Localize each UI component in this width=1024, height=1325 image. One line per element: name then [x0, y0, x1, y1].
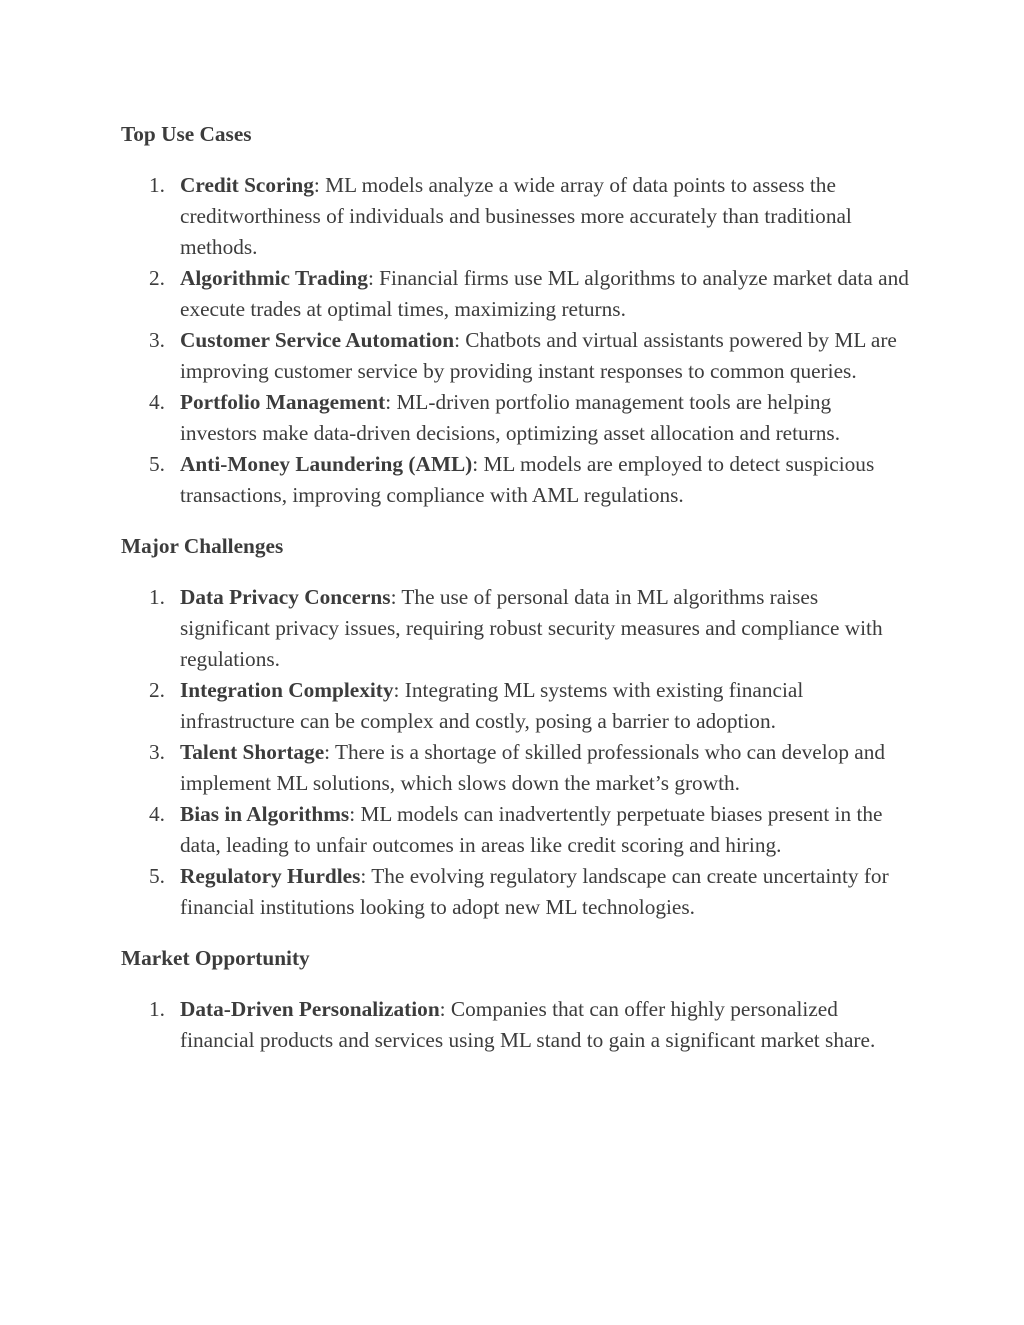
- list-item: [121, 387, 911, 449]
- list-item-number: 5.: [149, 452, 165, 476]
- list-item-number: 2.: [149, 266, 165, 290]
- list-item-text: : Companies that can offer highly personalized financial products and services using ML stand to gain a significant market share.: [180, 997, 876, 1052]
- numbered-list: [121, 994, 911, 1056]
- list-item: [121, 170, 911, 263]
- list-item-title: Data Privacy Concerns: [180, 585, 391, 609]
- list-item-text: : Chatbots and virtual assistants powered by ML are improving customer service by providing instant responses to common queries.: [180, 328, 897, 383]
- list-item-title: Data-Driven Personalization: [180, 997, 440, 1021]
- list-item-number: 5.: [149, 864, 165, 888]
- list-item-text: : The evolving regulatory landscape can create uncertainty for financial institutions looking to adopt new ML technologies.: [180, 864, 889, 919]
- section-heading: Top Use Cases: [121, 122, 252, 146]
- list-item-number: 3.: [149, 328, 165, 352]
- list-item-number: 4.: [149, 390, 165, 414]
- list-item: [121, 449, 911, 511]
- list-item-text: : The use of personal data in ML algorithms raises significant privacy issues, requiring robust security measures and compliance with regulations.: [180, 585, 883, 671]
- list-item: [121, 861, 911, 923]
- section-heading: Major Challenges: [121, 534, 284, 558]
- list-item: [121, 263, 911, 325]
- list-item: [121, 737, 911, 799]
- list-item-text: : ML models can inadvertently perpetuate biases present in the data, leading to unfair outcomes in areas like credit scoring and hiring.: [180, 802, 883, 857]
- document-page: [121, 119, 911, 1076]
- list-item-title: Customer Service Automation: [180, 328, 455, 352]
- list-item-text: : ML models are employed to detect suspicious transactions, improving compliance with AML regulations.: [180, 452, 875, 507]
- list-item-title: Anti-Money Laundering (AML): [180, 452, 473, 476]
- numbered-list: [121, 170, 911, 511]
- section-market-opportunity: [121, 943, 911, 1056]
- section-heading: Market Opportunity: [121, 946, 310, 970]
- list-item-number: 1.: [149, 997, 165, 1021]
- list-item: [121, 582, 911, 675]
- section-top-use-cases: [121, 119, 911, 511]
- list-item-text: : Integrating ML systems with existing financial infrastructure can be complex and costly, posing a barrier to adoption.: [180, 678, 804, 733]
- list-item: [121, 675, 911, 737]
- list-item-number: 4.: [149, 802, 165, 826]
- list-item-text: : ML-driven portfolio management tools are helping investors make data-driven decisions, optimizing asset allocation and returns.: [180, 390, 841, 445]
- list-item: [121, 325, 911, 387]
- list-item-number: 1.: [149, 585, 165, 609]
- section-major-challenges: [121, 531, 911, 923]
- list-item-title: Talent Shortage: [180, 740, 325, 764]
- list-item-text: : Financial firms use ML algorithms to analyze market data and execute trades at optimal times, maximizing returns.: [180, 266, 909, 321]
- list-item-title: Integration Complexity: [180, 678, 394, 702]
- list-item-title: Bias in Algorithms: [180, 802, 350, 826]
- list-item: [121, 799, 911, 861]
- list-item-title: Regulatory Hurdles: [180, 864, 361, 888]
- list-item-title: Credit Scoring: [180, 173, 314, 197]
- numbered-list: [121, 582, 911, 923]
- list-item-number: 3.: [149, 740, 165, 764]
- list-item: [121, 994, 911, 1056]
- list-item-number: 1.: [149, 173, 165, 197]
- list-item-title: Algorithmic Trading: [180, 266, 368, 290]
- list-item-text: : There is a shortage of skilled professionals who can develop and implement ML solutions, which slows down the market’s growth.: [180, 740, 886, 795]
- list-item-number: 2.: [149, 678, 165, 702]
- list-item-title: Portfolio Management: [180, 390, 386, 414]
- list-item-text: : ML models analyze a wide array of data points to assess the creditworthiness of individuals and businesses more accurately than traditional methods.: [180, 173, 852, 259]
